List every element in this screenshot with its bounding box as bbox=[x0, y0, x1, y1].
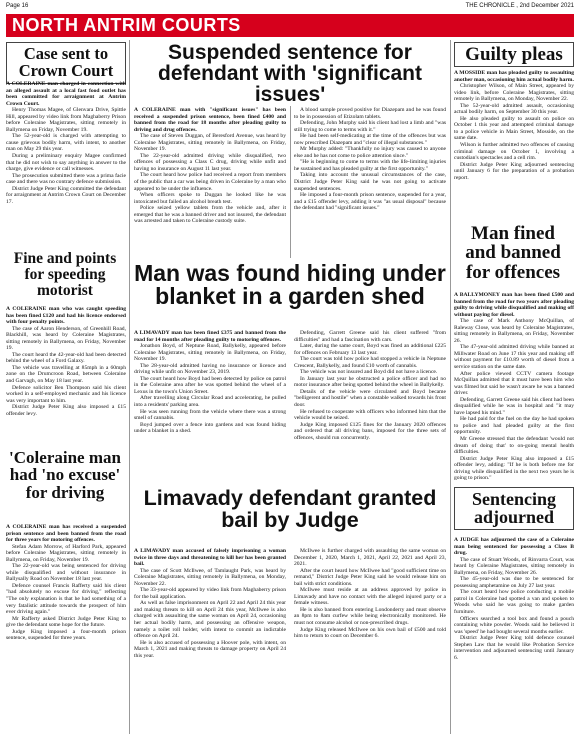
hiding-p10: The vehicle was not insured and Boyd did not have a licence. bbox=[300, 369, 438, 376]
no-excuse-p3: Defence counsel Francis Rafferty said his client "had absolutely no excuse for driving," reflecting "The only explanation is that he had something of a very fatalistic attitude towards the prospect of him ever driving again." bbox=[6, 582, 126, 616]
suspended-p9: Mr Murphy added: "Thankfully no injury was caused to anyone else and he has not come to police attention since." bbox=[294, 146, 446, 159]
no-excuse-p2: The 22-year-old was being sentenced for driving while disqualified and without insurance in Ballysally Road on November 18 last year. bbox=[6, 563, 126, 583]
crown-court-p3: During a preliminary enquiry Magee confirmed that he did not wish to say anything in answer to the charge, give evidence or call witnesses. bbox=[6, 153, 126, 173]
no-excuse-p1: Stefan Adam Morrow, of Harford Park, appeared before Coleraine Magistrates, sitting remotely in Ballymena, on Friday, November 19. bbox=[6, 543, 126, 563]
adjourned-p1: The case of Stuart Woods, of Rinvarra Court, was heard by Coleraine Magistrates, sitting remotely in Ballymena, on Friday, November 26. bbox=[454, 556, 574, 576]
article-guilty bbox=[454, 70, 574, 220]
bail-p9: Judge King released McIlwee on his own bail of £500 and told him to return to court on December 6. bbox=[294, 626, 446, 640]
suspended-p5: Police seized yellow tablets from the vehicle and, after it emerged that he was a banned driver and not insured, the defendant was arrested and taken to Coleraine custody suite. bbox=[134, 205, 286, 225]
hiding-p4: After travelling along Circular Road and accelerating, he pulled into a residents' parking area. bbox=[134, 395, 286, 409]
suspended-p10: "He is beginning to come to terms with the life-limiting injuries he sustained and has pleaded guilty at the first opportunity." bbox=[294, 159, 446, 172]
hiding-p7: Defending, Garrett Greene said his client suffered "from difficulties" and had a fascination with cars. bbox=[294, 330, 446, 343]
banned-p5: He had paid for the fuel on the day he had spoken to police and had pleaded guilty at the first opportunity. bbox=[454, 416, 574, 436]
guilty-lead: A MOSSIDE man has pleaded guilty to assaulting another man, occasioning him actual bodily harm. bbox=[454, 70, 574, 83]
article-hiding-a bbox=[134, 330, 286, 482]
suspended-p1: The case of Steven Duggan, of Beresford Avenue, was heard by Coleraine Magistrates, sitting remotely in Ballymena, on Friday, November 19. bbox=[134, 133, 286, 153]
article-fine-points bbox=[6, 306, 126, 444]
banned-lead: A BALLYMONEY man has been fined £500 and banned from the road for two years after pleading guilty to driving while disqualified and making off without paying for diesel. bbox=[454, 292, 574, 318]
fine-points-p2: The court heard the 42-year-old had been detected behind the wheel of a Ford Galaxy. bbox=[6, 351, 126, 365]
masthead: THE CHRONICLE , 2nd December 2021 bbox=[465, 3, 574, 9]
bail-p3: As well as false imprisonment on April 22 and April 24 this year and making threats to kill on April 24 this year, McIlwee is also charged with assaulting the same woman on April 24, occasioning her actual bodily harm, and possessing an offensive weapon, namely a toilet roll holder, with intent to commit an indictable offence on April 24. bbox=[134, 600, 286, 640]
headline-crown-court: Case sent to Crown Court bbox=[6, 42, 126, 84]
suspended-p7: Defending, John Murphy said his client had lost a limb and "was still trying to come to terms with it." bbox=[294, 120, 446, 133]
hiding-p5: He was seen running from the vehicle where there was a strong smell of cannabis. bbox=[134, 408, 286, 422]
headline-guilty: Guilty pleas bbox=[454, 42, 574, 67]
hiding-p12: Details of the vehicle were circulated and Boyd became "belligerent and hostile" when a constable walked towards his front door. bbox=[294, 388, 446, 409]
banned-p4: Defending, Garrett Greene said his client had been disqualified while he was in hospital and "it may have lapsed his mind." bbox=[454, 396, 574, 416]
fine-points-p1: The case of Aaron Henderson, of Greenhill Road, Blackhill, was heard by Coleraine Magistrates, sitting remotely in Ballymena, on Friday, November 19. bbox=[6, 325, 126, 352]
hiding-lead: A LIMAVADY man has been fined £375 and banned from the road for 14 months after pleading guilty to motoring offences. bbox=[134, 330, 286, 343]
headline-hiding: Man was found hiding under blanket in a garden shed bbox=[134, 260, 446, 309]
headline-fine-points: Fine and points for speeding motorist bbox=[13, 250, 117, 299]
banned-p7: District Judge Peter King also imposed a £15 offender levy, adding: "If he is both before me for driving while disqualified in the next two years he is going to prison." bbox=[454, 455, 574, 482]
suspended-p2: The 22-year-old admitted driving while disqualified, two offences of possessing a Class C drug, driving while unfit and having no insurance on August 11 last year. bbox=[134, 152, 286, 172]
fine-points-p5: District Judge Peter King also imposed a £15 offender levy. bbox=[6, 404, 126, 417]
section-banner: NORTH ANTRIM COURTS bbox=[6, 14, 574, 37]
adjourned-p5: District Judge Peter King told defence counsel Stephen Law that he would like Probation Service intervention and adjourned sentencing until January 6. bbox=[454, 635, 574, 661]
guilty-p4: Wilson is further admitted two offences of causing criminal damage on October 1, involving a custodian's spectacles and a cell rim. bbox=[454, 142, 574, 162]
fine-points-p3: The vehicle was travelling at 85mph in a 60mph zone on the Drumcroon Road, between Coleraine and Garvagh, on May 18 last year. bbox=[6, 364, 126, 385]
no-excuse-p4: Mr Rafferty asked District Judge Peter King to give the defendant some hope for the future. bbox=[6, 615, 126, 629]
crown-court-p4: The prosecution submitted there was a prima facie case and there was no contrary defence submission. bbox=[6, 172, 126, 186]
suspended-p4: When officers spoke to Duggan he looked like he was intoxicated but failed an alcohol breath test. bbox=[134, 192, 286, 205]
hiding-p9: The court was told how police had stopped a vehicle in Neptune Crescent, Ballykelly, and found £10 worth of cannabis. bbox=[294, 356, 446, 369]
article-adjourned bbox=[454, 537, 574, 734]
top-line bbox=[6, 3, 574, 13]
column-divider-right bbox=[450, 40, 451, 734]
no-excuse-p5: Judge King imposed a four-month prison sentence, suspended for three years. bbox=[6, 628, 126, 642]
column-divider-left bbox=[129, 40, 130, 734]
bail-p8: He is also banned from entering Londonderry and must observe an 8pm to 8am curfew while being electronically monitored. He must not consume alcohol or non-prescribed drugs. bbox=[294, 606, 446, 627]
crown-court-p2: The 52-year-old is charged with attempting to cause grievous bodily harm, with intent, to another man on May 29 this year. bbox=[6, 133, 126, 153]
crown-court-lead: A COLERAINE man charged in connection with an alleged assault at a local fast food outlet has been committed for arraignment at Antrim Crown Court. bbox=[6, 81, 126, 107]
article-suspended-b bbox=[294, 107, 446, 257]
bail-p5: McIlwee is further charged with assaulting the same woman on December 1, 2020, March 1, 2021, April 22, 2021 and April 23, 2021. bbox=[294, 548, 446, 568]
bail-p6: After the court heard how McIlwee had "good sufficient time on remand," District Judge Peter King said he would release him on bail with strict conditions. bbox=[294, 567, 446, 587]
banned-p6: Mr Greene stressed that the defendant 'would not dream of doing that' to on-going mental health difficulties. bbox=[454, 436, 574, 456]
hiding-p11: In January last year he obstructed a police officer and had no motor insurance after being spotted behind the wheel in Ballykelly. bbox=[294, 375, 446, 389]
guilty-p1: Christopher Wilson, of Main Street, appeared by video link, before Coleraine Magistrates, sitting remotely in Ballymena, on Monday, November 22. bbox=[454, 83, 574, 103]
bail-p7: McIlwee must reside at an address approved by police in Limavady and have no contact with the alleged injured party or a female witness. bbox=[294, 587, 446, 607]
hiding-p13: He refused to cooperate with officers who informed him that the vehicle would be seized. bbox=[294, 408, 446, 422]
adjourned-lead: A JUDGE has adjourned the case of a Coleraine man being sentenced for possessing a Class B drug. bbox=[454, 537, 574, 557]
article-hiding-b bbox=[294, 330, 446, 482]
adjourned-p4: Officers searched a tool box and found a pouch containing white powder. Woods said he believed it was 'speed' he had bought several months earlier. bbox=[454, 615, 574, 635]
column-divider-middle bbox=[290, 106, 291, 258]
headline-adjourned: Sentencing adjourned bbox=[454, 487, 574, 530]
headline-suspended: Suspended sentence for defendant with 'significant issues' bbox=[158, 41, 422, 106]
adjourned-p3: The court heard how police conducting a mobile patrol in Coleraine had spotted a van and spoken to Woods who said he was going to make garden furniture. bbox=[454, 589, 574, 616]
banned-p2: The 47-year-old admitted driving while banned at Millwater Road on June 17 this year and making off without payment for £10.89 worth of diesel from a service station on the same date. bbox=[454, 344, 574, 371]
hiding-p6: Boyd jumped over a fence into gardens and was found hiding under a blanket in a shed. bbox=[134, 421, 286, 435]
bail-p1: The case of Scott McIlwee, of Tamlaught Park, was heard by Coleraine Magistrates, sitting remotely in Ballymena, on Monday, November 22. bbox=[134, 567, 286, 587]
bail-lead: A LIMAVADY man accused of falsely imprisoning a woman twice in three days and threatening to kill her has been granted bail. bbox=[134, 548, 286, 568]
bail-p2: The 33-year-old appeared by video link from Maghaberry prison for the bail application. bbox=[134, 587, 286, 600]
hiding-p8: Later, during the same court, Boyd was fined an additional £225 for offences on February 13 last year. bbox=[294, 343, 446, 356]
suspended-p6: A blood sample proved positive for Diazepam and he was found to be in possession of Etizolam tablets. bbox=[294, 107, 446, 120]
headline-banned: Man fined and banned for offences bbox=[465, 223, 561, 283]
suspended-p8: He had been self-medicating at the time of the offences but was now prescribed Diazepam and "clear of illegal substances." bbox=[294, 133, 446, 146]
suspended-p12: He imposed a four-month prison sentence, suspended for a year, and a £15 offender levy, adding it was "as usual disposal" because the defendant had "significant issues." bbox=[294, 192, 446, 212]
page-number: Page 16 bbox=[6, 3, 29, 9]
article-no-excuse bbox=[6, 524, 126, 734]
fine-points-p4: Defence solicitor Ben Thompson said his client worked in a self-employed mechanic and his licence was very important to him. bbox=[6, 384, 126, 404]
crown-court-p1: Henry Thomas Magee, of Glenvara Drive, Spittle Hill, appeared by video link from Maghaberry Prison before Coleraine Magistrates, sitting remotely in Ballymena on Friday, November 19. bbox=[6, 107, 126, 133]
hiding-p1: Jonathon Boyd, of Neptune Road, Ballykelly, appeared before Coleraine Magistrates, sitting remotely in Ballymena, on Friday, November 19. bbox=[134, 343, 286, 363]
guilty-p3: He also pleaded guilty to assault on police on October 1 this year and attempted criminal damage to a police vehicle in Main Street, Mosside, on the same date. bbox=[454, 115, 574, 142]
guilty-p5: District Judge Peter King adjourned sentencing until January 6 for the preparation of a probation report. bbox=[454, 161, 574, 181]
article-bail-b bbox=[294, 548, 446, 734]
bail-p4: He is also accused of possessing a Hoover pole, with intent, on March 1, 2021 and making threats to damage property on April 24 this year. bbox=[134, 639, 286, 659]
headline-bail: Limavady defendant granted bail by Judge bbox=[143, 486, 437, 532]
no-excuse-lead: A COLERAINE man has received a suspended prison sentence and been banned from the road for three years for motoring offences. bbox=[6, 524, 126, 544]
banned-p3: After police viewed CCTV camera footage McQuillan admitted that it must have been him who was filmed but said he wasn't aware he was a banned driver. bbox=[454, 370, 574, 397]
suspended-lead: A COLERAINE man with "significant issues" has been received a suspended prison sentence, been fined £400 and banned from the road for 18 months after pleading guilty to driving and drug offences. bbox=[134, 107, 286, 133]
crown-court-p5: District Judge Peter King committed the defendant for arraignment at Antrim Crown Court on December 17. bbox=[6, 185, 126, 205]
fine-points-lead: A COLERAINE man who was caught speeding has been fined £120 and had his licence endorsed with four penalty points. bbox=[6, 306, 126, 326]
hiding-p3: The court heard how Boyd had been detected by police on patrol in the Coleraine area after he was spotted behind the wheel of a Lexus in the town's Union Street. bbox=[134, 375, 286, 395]
banned-p1: The case of Mark Anthony McQuillan, of Raleway Close, was heard by Coleraine Magistrates, sitting remotely in Ballymena, on Friday, November 26. bbox=[454, 318, 574, 344]
hiding-p14: Judge King imposed £125 fines for the January 2020 offences and ordered that all driving bans, imposed for the three sets of offences, should run concurrently. bbox=[294, 421, 446, 441]
suspended-p11: Taking into account the unusual circumstances of the case, District Judge Peter King said he was not going to activate suspended sentences. bbox=[294, 172, 446, 192]
article-suspended-a bbox=[134, 107, 286, 257]
adjourned-p2: The 45-year-old was due to be sentenced for possessing amphetamine on July 27 last year. bbox=[454, 576, 574, 589]
article-crown-court bbox=[6, 81, 126, 248]
suspended-p3: The court heard how police had received a report from members of the public that a car was being driven in Coleraine by a man who appeared to be under the influence. bbox=[134, 172, 286, 192]
guilty-p2: The 52-year-old admitted assault, occasioning actual bodily harm, on September 30 this year. bbox=[454, 102, 574, 116]
article-banned bbox=[454, 292, 574, 482]
headline-no-excuse: 'Coleraine man had 'no excuse' for driving bbox=[9, 448, 121, 502]
article-bail-a bbox=[134, 548, 286, 734]
hiding-p2: The 28-year-old admitted having no insurance or licence and driving while unfit on November 23, 2019. bbox=[134, 362, 286, 376]
